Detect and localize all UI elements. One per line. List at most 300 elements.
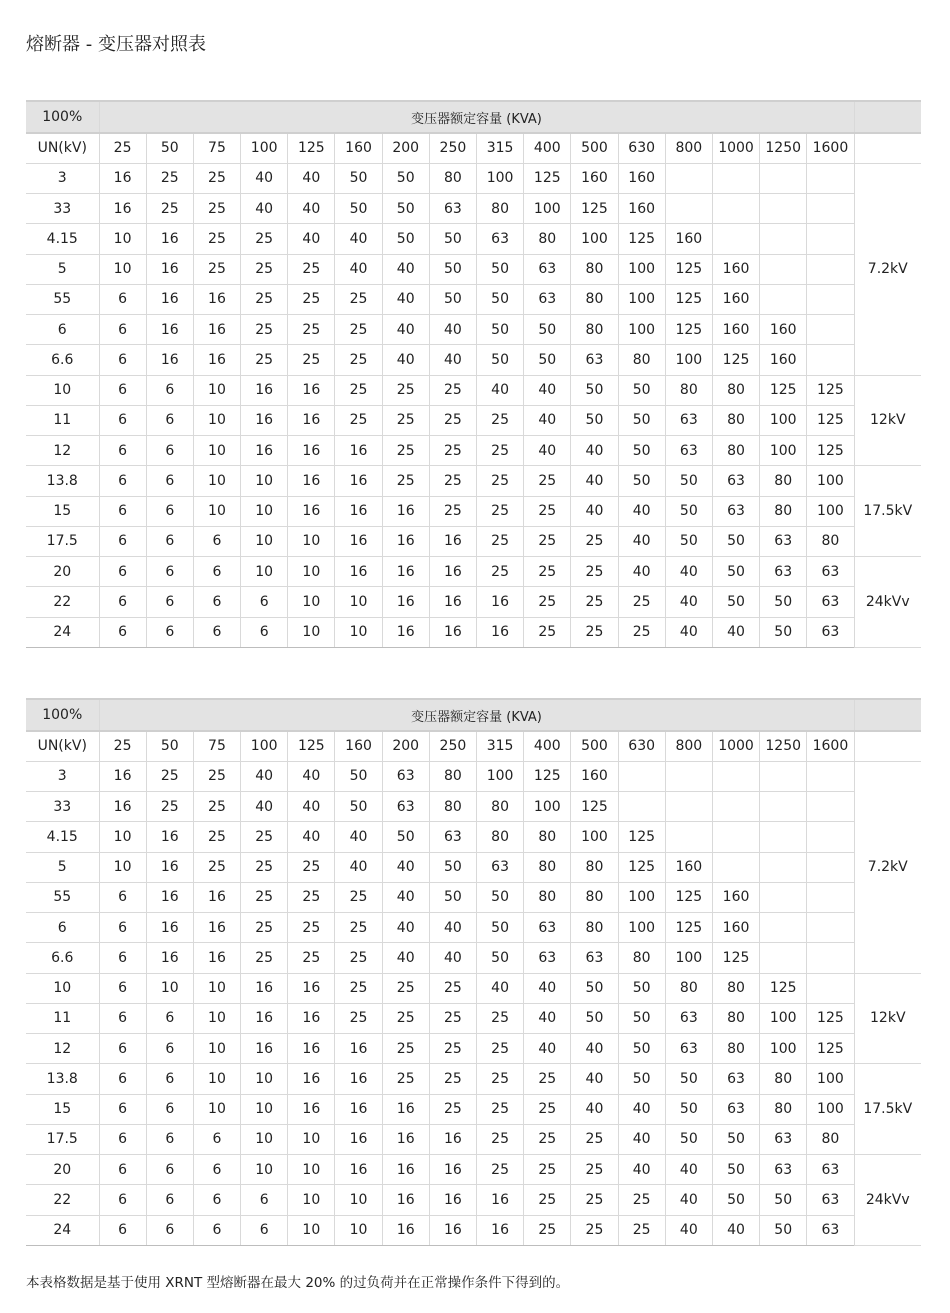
fuse-value-cell: 80: [807, 1124, 854, 1154]
fuse-value-cell: 50: [429, 254, 476, 284]
fuse-value-cell: 25: [335, 1003, 382, 1033]
table-row: [26, 375, 921, 405]
fuse-value-cell: 40: [618, 526, 665, 556]
fuse-value-cell: 6: [99, 345, 146, 375]
footnote: 本表格数据是基于使用 XRNT 型熔断器在最大 20% 的过负荷并在正常操作条件下得到的。: [26, 1275, 570, 1291]
un-cell: 22: [26, 587, 99, 617]
fuse-value-cell: 40: [382, 882, 429, 912]
fuse-value-cell: 50: [665, 466, 712, 496]
capacity-header: 变压器额定容量 (KVA): [99, 699, 854, 731]
fuse-value-cell: 16: [288, 1003, 335, 1033]
fuse-value-cell: 25: [241, 882, 288, 912]
fuse-value-cell: 25: [477, 405, 524, 435]
fuse-value-cell: 50: [477, 284, 524, 314]
fuse-value-cell: 50: [618, 1064, 665, 1094]
table-row: [26, 1003, 921, 1033]
fuse-value-cell: 16: [193, 913, 240, 943]
un-cell: 6: [26, 315, 99, 345]
fuse-transformer-table-2: [26, 698, 921, 1246]
fuse-value-cell: 25: [429, 1064, 476, 1094]
capacity-cell: 630: [618, 133, 665, 163]
fuse-value-cell: [807, 194, 854, 224]
fuse-value-cell: 16: [193, 315, 240, 345]
fuse-value-cell: 25: [618, 1215, 665, 1245]
fuse-value-cell: [712, 852, 759, 882]
rating-header-cell: [854, 699, 921, 731]
fuse-value-cell: 50: [477, 913, 524, 943]
fuse-value-cell: 100: [524, 792, 571, 822]
fuse-value-cell: 40: [524, 375, 571, 405]
fuse-value-cell: 50: [335, 194, 382, 224]
fuse-value-cell: 125: [712, 345, 759, 375]
fuse-value-cell: 40: [665, 587, 712, 617]
fuse-value-cell: 80: [524, 852, 571, 882]
fuse-value-cell: 25: [571, 587, 618, 617]
fuse-value-cell: 16: [241, 973, 288, 1003]
fuse-value-cell: [807, 822, 854, 852]
capacity-cell: 25: [99, 731, 146, 761]
fuse-value-cell: 6: [146, 1034, 193, 1064]
fuse-value-cell: 6: [99, 617, 146, 647]
fuse-value-cell: [665, 761, 712, 791]
table-row: [26, 1155, 921, 1185]
fuse-value-cell: 63: [524, 284, 571, 314]
fuse-value-cell: 125: [618, 822, 665, 852]
table-row: [26, 526, 921, 556]
fuse-value-cell: 100: [665, 943, 712, 973]
capacity-cell: 100: [241, 731, 288, 761]
fuse-value-cell: 100: [618, 254, 665, 284]
voltage-rating-cell: 17.5kV: [854, 466, 921, 557]
fuse-value-cell: 16: [288, 405, 335, 435]
capacity-cell: 315: [477, 731, 524, 761]
fuse-value-cell: 125: [760, 973, 807, 1003]
fuse-value-cell: 63: [571, 345, 618, 375]
table-row: [26, 792, 921, 822]
fuse-value-cell: 25: [288, 882, 335, 912]
fuse-value-cell: 25: [146, 792, 193, 822]
table-row: [26, 882, 921, 912]
fuse-value-cell: [807, 761, 854, 791]
fuse-value-cell: [712, 194, 759, 224]
fuse-value-cell: 125: [524, 761, 571, 791]
fuse-value-cell: 100: [524, 194, 571, 224]
fuse-value-cell: [807, 224, 854, 254]
capacity-cell: 315: [477, 133, 524, 163]
fuse-value-cell: [760, 882, 807, 912]
fuse-value-cell: 25: [524, 617, 571, 647]
capacity-cell: 125: [288, 731, 335, 761]
fuse-value-cell: 6: [99, 375, 146, 405]
fuse-value-cell: 160: [571, 163, 618, 193]
fuse-value-cell: [807, 882, 854, 912]
fuse-value-cell: 25: [241, 315, 288, 345]
fuse-value-cell: 40: [335, 852, 382, 882]
table-row: [26, 587, 921, 617]
fuse-value-cell: 40: [571, 466, 618, 496]
fuse-value-cell: 63: [382, 792, 429, 822]
fuse-value-cell: 40: [618, 1124, 665, 1154]
capacity-cell: 400: [524, 731, 571, 761]
fuse-value-cell: 125: [760, 375, 807, 405]
fuse-value-cell: 16: [193, 882, 240, 912]
fuse-value-cell: [807, 315, 854, 345]
fuse-value-cell: 25: [382, 436, 429, 466]
fuse-value-cell: 80: [712, 1034, 759, 1064]
fuse-value-cell: 25: [288, 345, 335, 375]
fuse-value-cell: 6: [146, 1215, 193, 1245]
fuse-value-cell: 40: [571, 1034, 618, 1064]
fuse-value-cell: 16: [382, 587, 429, 617]
fuse-value-cell: 125: [665, 913, 712, 943]
fuse-value-cell: 50: [335, 163, 382, 193]
fuse-value-cell: 50: [712, 1155, 759, 1185]
fuse-value-cell: 80: [524, 822, 571, 852]
fuse-value-cell: 25: [429, 496, 476, 526]
un-cell: 10: [26, 973, 99, 1003]
fuse-value-cell: 40: [524, 405, 571, 435]
fuse-value-cell: 125: [618, 852, 665, 882]
table-row: [26, 973, 921, 1003]
fuse-value-cell: 50: [665, 1094, 712, 1124]
fuse-value-cell: 16: [335, 1034, 382, 1064]
fuse-value-cell: 100: [760, 1034, 807, 1064]
fuse-value-cell: 63: [665, 1003, 712, 1033]
fuse-value-cell: 25: [241, 943, 288, 973]
un-cell: 15: [26, 1094, 99, 1124]
fuse-value-cell: 10: [335, 587, 382, 617]
fuse-value-cell: 16: [99, 792, 146, 822]
fuse-value-cell: 40: [712, 1215, 759, 1245]
table-row: [26, 315, 921, 345]
fuse-value-cell: 16: [477, 1185, 524, 1215]
un-cell: 33: [26, 792, 99, 822]
fuse-value-cell: 50: [760, 617, 807, 647]
fuse-value-cell: 40: [382, 943, 429, 973]
fuse-value-cell: 100: [571, 822, 618, 852]
fuse-value-cell: 25: [571, 617, 618, 647]
fuse-value-cell: 10: [241, 1155, 288, 1185]
fuse-value-cell: 25: [524, 526, 571, 556]
fuse-value-cell: 16: [193, 345, 240, 375]
fuse-value-cell: 40: [335, 254, 382, 284]
fuse-value-cell: 10: [288, 1215, 335, 1245]
fuse-value-cell: 16: [429, 526, 476, 556]
fuse-value-cell: 40: [288, 163, 335, 193]
table-row: [26, 943, 921, 973]
fuse-value-cell: 25: [618, 617, 665, 647]
fuse-value-cell: 50: [524, 315, 571, 345]
table-row: [26, 345, 921, 375]
fuse-value-cell: 16: [288, 1034, 335, 1064]
fuse-value-cell: 63: [760, 1124, 807, 1154]
fuse-value-cell: [665, 822, 712, 852]
fuse-value-cell: 125: [665, 254, 712, 284]
fuse-value-cell: 50: [618, 405, 665, 435]
fuse-value-cell: 40: [571, 436, 618, 466]
fuse-value-cell: 100: [571, 224, 618, 254]
fuse-value-cell: 6: [99, 1003, 146, 1033]
fuse-value-cell: 25: [288, 943, 335, 973]
fuse-value-cell: 6: [99, 466, 146, 496]
fuse-value-cell: 25: [571, 1185, 618, 1215]
fuse-value-cell: 25: [146, 163, 193, 193]
fuse-value-cell: 125: [807, 405, 854, 435]
fuse-value-cell: 63: [807, 1215, 854, 1245]
un-cell: 11: [26, 1003, 99, 1033]
capacity-cell: 75: [193, 133, 240, 163]
fuse-value-cell: [618, 761, 665, 791]
fuse-value-cell: 25: [382, 375, 429, 405]
fuse-value-cell: 10: [193, 973, 240, 1003]
fuse-value-cell: 50: [665, 1064, 712, 1094]
fuse-value-cell: 25: [335, 405, 382, 435]
fuse-value-cell: 16: [477, 617, 524, 647]
fuse-value-cell: 160: [712, 913, 759, 943]
fuse-value-cell: 6: [146, 466, 193, 496]
fuse-value-cell: 6: [99, 1094, 146, 1124]
un-cell: 55: [26, 284, 99, 314]
fuse-value-cell: 25: [241, 913, 288, 943]
fuse-value-cell: 40: [477, 973, 524, 1003]
un-cell: 12: [26, 436, 99, 466]
un-cell: 4.15: [26, 224, 99, 254]
un-cell: 12: [26, 1034, 99, 1064]
fuse-value-cell: [807, 792, 854, 822]
fuse-value-cell: 6: [99, 436, 146, 466]
capacity-cell: 75: [193, 731, 240, 761]
capacity-cell: 800: [665, 133, 712, 163]
fuse-value-cell: 16: [335, 1124, 382, 1154]
capacity-cell: 50: [146, 133, 193, 163]
capacity-header: 变压器额定容量 (KVA): [99, 101, 854, 133]
fuse-value-cell: 40: [712, 617, 759, 647]
capacity-cell: 1000: [712, 133, 759, 163]
fuse-value-cell: 25: [288, 254, 335, 284]
fuse-value-cell: 16: [335, 1155, 382, 1185]
fuse-value-cell: 125: [665, 315, 712, 345]
fuse-value-cell: 25: [571, 1215, 618, 1245]
fuse-value-cell: 40: [665, 617, 712, 647]
fuse-value-cell: 6: [99, 943, 146, 973]
fuse-value-cell: 80: [760, 1064, 807, 1094]
fuse-value-cell: 40: [618, 1094, 665, 1124]
table-row: [26, 224, 921, 254]
fuse-value-cell: 50: [665, 1124, 712, 1154]
fuse-value-cell: 16: [429, 617, 476, 647]
fuse-value-cell: 25: [477, 1094, 524, 1124]
fuse-value-cell: 6: [146, 617, 193, 647]
fuse-value-cell: 16: [429, 587, 476, 617]
fuse-value-cell: 16: [429, 1124, 476, 1154]
voltage-rating-cell: 12kV: [854, 973, 921, 1064]
fuse-value-cell: 6: [99, 284, 146, 314]
fuse-value-cell: 6: [193, 1124, 240, 1154]
fuse-value-cell: 16: [288, 1094, 335, 1124]
fuse-value-cell: 16: [193, 284, 240, 314]
un-cell: 6.6: [26, 345, 99, 375]
fuse-value-cell: 6: [99, 1034, 146, 1064]
fuse-value-cell: 63: [665, 1034, 712, 1064]
fuse-value-cell: 25: [571, 1124, 618, 1154]
fuse-value-cell: 25: [524, 1094, 571, 1124]
fuse-value-cell: 40: [571, 1064, 618, 1094]
fuse-value-cell: [760, 284, 807, 314]
fuse-value-cell: 16: [241, 405, 288, 435]
fuse-value-cell: 50: [382, 822, 429, 852]
fuse-value-cell: 63: [665, 405, 712, 435]
fuse-value-cell: 50: [665, 496, 712, 526]
un-cell: 11: [26, 405, 99, 435]
fuse-value-cell: 6: [146, 526, 193, 556]
fuse-value-cell: 40: [288, 761, 335, 791]
table-row: [26, 163, 921, 193]
un-cell: 20: [26, 1155, 99, 1185]
fuse-value-cell: 50: [429, 852, 476, 882]
fuse-value-cell: 25: [146, 194, 193, 224]
fuse-value-cell: 25: [382, 1064, 429, 1094]
fuse-value-cell: 16: [193, 943, 240, 973]
fuse-value-cell: 16: [146, 224, 193, 254]
fuse-value-cell: 16: [477, 587, 524, 617]
un-header: UN(kV): [26, 731, 99, 761]
fuse-value-cell: 160: [618, 194, 665, 224]
fuse-value-cell: 125: [807, 375, 854, 405]
un-cell: 17.5: [26, 1124, 99, 1154]
fuse-value-cell: 80: [712, 973, 759, 1003]
fuse-value-cell: [760, 224, 807, 254]
fuse-value-cell: 25: [571, 557, 618, 587]
fuse-value-cell: 80: [429, 163, 476, 193]
rating-header-cell: [854, 101, 921, 133]
voltage-rating-cell: 7.2kV: [854, 163, 921, 375]
fuse-value-cell: 6: [99, 1185, 146, 1215]
fuse-value-cell: [760, 913, 807, 943]
fuse-value-cell: 63: [807, 1185, 854, 1215]
fuse-value-cell: 40: [335, 224, 382, 254]
un-cell: 4.15: [26, 822, 99, 852]
fuse-value-cell: 25: [477, 1155, 524, 1185]
fuse-value-cell: 16: [382, 1185, 429, 1215]
fuse-value-cell: 100: [807, 1064, 854, 1094]
fuse-value-cell: 160: [760, 315, 807, 345]
fuse-value-cell: [712, 163, 759, 193]
fuse-value-cell: 6: [193, 587, 240, 617]
un-cell: 24: [26, 1215, 99, 1245]
rating-blank-cell: [854, 731, 921, 761]
fuse-value-cell: 16: [146, 913, 193, 943]
fuse-value-cell: 50: [429, 284, 476, 314]
table-row: [26, 194, 921, 224]
fuse-value-cell: 10: [335, 1185, 382, 1215]
fuse-value-cell: 25: [335, 375, 382, 405]
fuse-value-cell: [760, 761, 807, 791]
fuse-value-cell: 10: [193, 1034, 240, 1064]
fuse-value-cell: 100: [807, 1094, 854, 1124]
table-row: [26, 1094, 921, 1124]
fuse-value-cell: 10: [193, 375, 240, 405]
fuse-value-cell: 10: [99, 852, 146, 882]
fuse-value-cell: 6: [146, 1003, 193, 1033]
fuse-value-cell: 6: [99, 496, 146, 526]
corner-cell: 100%: [26, 101, 99, 133]
capacity-cell: 1000: [712, 731, 759, 761]
fuse-value-cell: 50: [618, 466, 665, 496]
fuse-value-cell: 125: [618, 224, 665, 254]
fuse-value-cell: 63: [477, 852, 524, 882]
fuse-value-cell: 50: [712, 1185, 759, 1215]
fuse-value-cell: 10: [288, 617, 335, 647]
fuse-value-cell: [760, 194, 807, 224]
fuse-value-cell: 160: [712, 882, 759, 912]
fuse-value-cell: 16: [382, 1155, 429, 1185]
fuse-value-cell: 63: [429, 822, 476, 852]
fuse-value-cell: 16: [99, 761, 146, 791]
fuse-value-cell: 80: [571, 882, 618, 912]
fuse-value-cell: 160: [665, 852, 712, 882]
fuse-value-cell: 40: [429, 943, 476, 973]
fuse-value-cell: 63: [524, 254, 571, 284]
fuse-value-cell: 63: [524, 943, 571, 973]
fuse-value-cell: 10: [241, 1094, 288, 1124]
un-cell: 13.8: [26, 1064, 99, 1094]
fuse-value-cell: 25: [618, 1185, 665, 1215]
fuse-value-cell: 40: [524, 436, 571, 466]
fuse-value-cell: 25: [571, 526, 618, 556]
fuse-value-cell: 40: [335, 822, 382, 852]
capacity-cell: 250: [429, 731, 476, 761]
fuse-value-cell: 16: [382, 526, 429, 556]
fuse-value-cell: 6: [99, 1064, 146, 1094]
fuse-value-cell: 50: [477, 315, 524, 345]
fuse-value-cell: 25: [335, 943, 382, 973]
fuse-value-cell: 25: [477, 436, 524, 466]
fuse-value-cell: 25: [429, 436, 476, 466]
fuse-value-cell: 40: [382, 284, 429, 314]
fuse-value-cell: 25: [477, 496, 524, 526]
capacity-cell: 800: [665, 731, 712, 761]
fuse-value-cell: 40: [524, 1034, 571, 1064]
fuse-value-cell: 125: [571, 792, 618, 822]
fuse-value-cell: 25: [382, 1034, 429, 1064]
fuse-value-cell: 16: [288, 466, 335, 496]
fuse-value-cell: 100: [477, 163, 524, 193]
fuse-value-cell: 10: [288, 1185, 335, 1215]
fuse-value-cell: 50: [618, 375, 665, 405]
fuse-value-cell: 6: [241, 587, 288, 617]
fuse-value-cell: 6: [146, 375, 193, 405]
fuse-value-cell: 6: [99, 405, 146, 435]
fuse-value-cell: 6: [99, 1215, 146, 1245]
fuse-value-cell: 6: [146, 496, 193, 526]
fuse-value-cell: [807, 852, 854, 882]
fuse-value-cell: 80: [807, 526, 854, 556]
fuse-value-cell: 10: [241, 496, 288, 526]
fuse-value-cell: 63: [665, 436, 712, 466]
fuse-value-cell: 100: [760, 405, 807, 435]
fuse-value-cell: 80: [712, 436, 759, 466]
fuse-value-cell: 25: [382, 973, 429, 1003]
fuse-value-cell: 25: [241, 254, 288, 284]
fuse-value-cell: 125: [807, 1034, 854, 1064]
fuse-value-cell: 160: [712, 254, 759, 284]
table-header-row: [26, 699, 921, 731]
fuse-value-cell: 6: [99, 913, 146, 943]
fuse-value-cell: 6: [193, 557, 240, 587]
fuse-value-cell: 63: [760, 526, 807, 556]
fuse-value-cell: 80: [477, 792, 524, 822]
fuse-value-cell: 10: [241, 1124, 288, 1154]
